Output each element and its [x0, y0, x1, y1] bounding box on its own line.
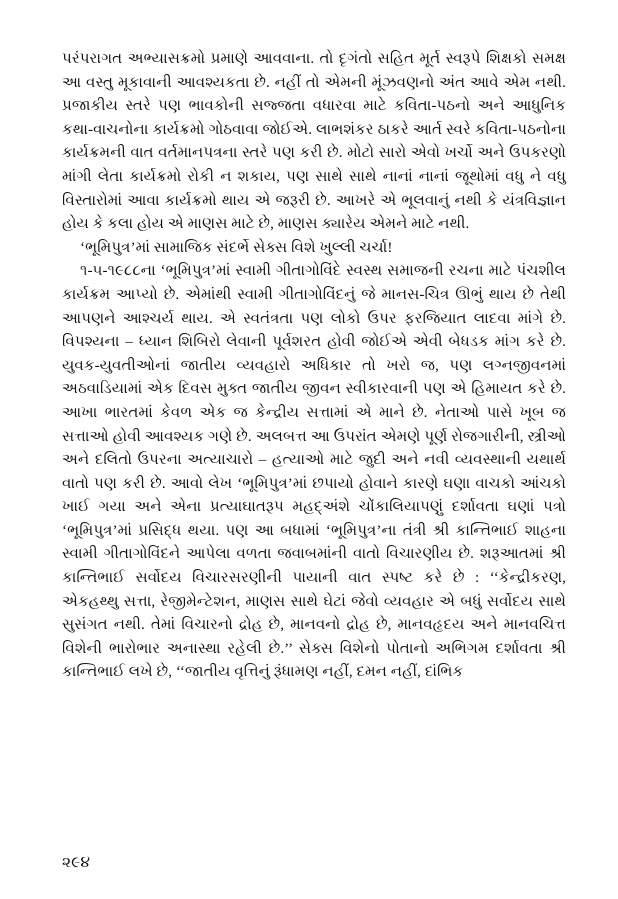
- paragraph: ૧-૫-૧૯૮૮ના ‘ભૂમિપુત્ર’માં સ્વામી ગીતાગોવિંદે સ્વસ્થ સમાજની રચના માટે પંચશીલ કાર્યક્રમ આપ્યો છે. એમાંથી સ્વામી ગીતાગોવિંદનું જે માનસ-ચિત્ર ઊભું થાય છે તેથી આપણને આશ્ચર્ય થાય. એ સ્વતંત્રતા પણ લોકો ઉપર ફરજિયાત લાદવા માંગે છે. વિપશ્યના – ધ્યાન શિબિરો લેવાની પૂર્વશરત હોવી જોઈએ એવી બેધડક માંગ કરે છે. યુવક-યુવતીઓનાં જાતીય વ્યવહારો અધિકાર તો ખરો જ, પણ લગ્નજીવનમાં અઠવાડિયામાં એક દિવસ મુક્ત જાતીય જીવન સ્વીકારવાની પણ એ હિમાયત કરે છે. આખા ભારતમાં કેવળ એક જ કેન્દ્રીય સત્તામાં એ માને છે. નેતાઓ પાસે ખૂબ જ સત્તાઓ હોવી આવશ્યક ગણે છે. અલબત્ત આ ઉપરાંત એમણે પૂર્ણ રોજગારીની, સ્ત્રીઓ અને દલિતો ઉપરના અત્યાચારો – હત્યાઓ માટે જુદી અને નવી વ્યવસ્થાની યથાર્થ વાતો પણ કરી છે. આવો લેખ ‘ભૂમિપુત્ર’માં છપાયો હોવાને કારણે ઘણા વાચકો આંચકો ખાઈ ગયા અને એના પ્રત્યાઘાતરૂપ મહદ્અંશે ચોંકાલિયાપણું દર્શાવતા ઘણાં પત્રો ‘ભૂમિપુત્ર’માં પ્રસિદ્ધ થયા. પણ આ બધામાં ‘ભૂમિપુત્ર’ના તંત્રી શ્રી કાન્તિભાઈ શાહના સ્વામી ગીતાગોવિંદને આપેલા વળતા જવાબમાંની વાતો વિચારણીય છે. શરૂઆતમાં શ્રી કાન્તિભાઈ સર્વોદય વિચારસરણીની પાયાની વાત સ્પષ્ટ કરે છે : ‘‘કેન્દ્રીકરણ, એકહથ્થુ સત્તા, રેજીમેન્ટેશન, માણસ સાથે ઘેટાં જેવો વ્યવહાર એ બધું સર્વોદય સાથે સુસંગત નથી. તેમાં વિચારનો દ્રોહ છે, માનવનો દ્રોહ છે, માનવહૃદય અને માનવચિત્ત વિશેની ભારોભાર અનાસ્થા રહેલી છે.’’ સેક્સ વિશેનો પોતાનો અભિગમ દર્શાવતા શ્રી કાન્તિભાઈ લખે છે, ‘‘જાતીય વૃત્તિનું રૂંધામણ નહીં, દમન નહીં, દાંભિક: [62, 263, 566, 681]
- paragraph: ‘ભૂમિપુત્ર’માં સામાજિક સંદર્ભે સેક્સ વિશે ખુલ્લી ચર્ચા!: [80, 239, 393, 256]
- page-number: ૨૯૪: [62, 854, 91, 871]
- paragraph: પરંપરાગત અભ્યાસક્રમો પ્રમાણે આવવાના. તો દૃગંતો સહિત મૂર્ત સ્વરૂપે શિક્ષકો સમક્ષ આ વસ્તુ મૂકાવાની આવશ્યકતા છે. નહીં તો એમની મૂંઝવણનો અંત આવે એમ નથી. પ્રજાકીય સ્તરે પણ ભાવકોની સજ્જતા વધારવા માટે કવિતા-પઠનો અને આધુનિક કથા-વાચનોના કાર્યક્રમો ગોઠવાવા જોઈએ. લાભશંકર ઠાકરે આર્ત સ્વરે કવિતા-પઠનોના કાર્યક્રમની વાત વર્તમાનપત્રના સ્તરે પણ કરી છે. મોટો સારો એવો ખર્ચો અને ઉપકરણો માંગી લેતા કાર્યક્રમો રોકી ન શકાય, પણ સાથે સાથે નાનાં નાનાં જૂથોમાં વધુ ને વધુ વિસ્તારોમાં આવા કાર્યક્રમો થાય એ જરૂરી છે. આખરે એ ભૂલવાનું નથી કે યંત્રવિજ્ઞાન હોય કે કલા હોય એ માણસ માટે છે, માણસ ક્યારેય એમને માટે નથી.: [62, 51, 566, 233]
- page-body: [62, 48, 566, 685]
